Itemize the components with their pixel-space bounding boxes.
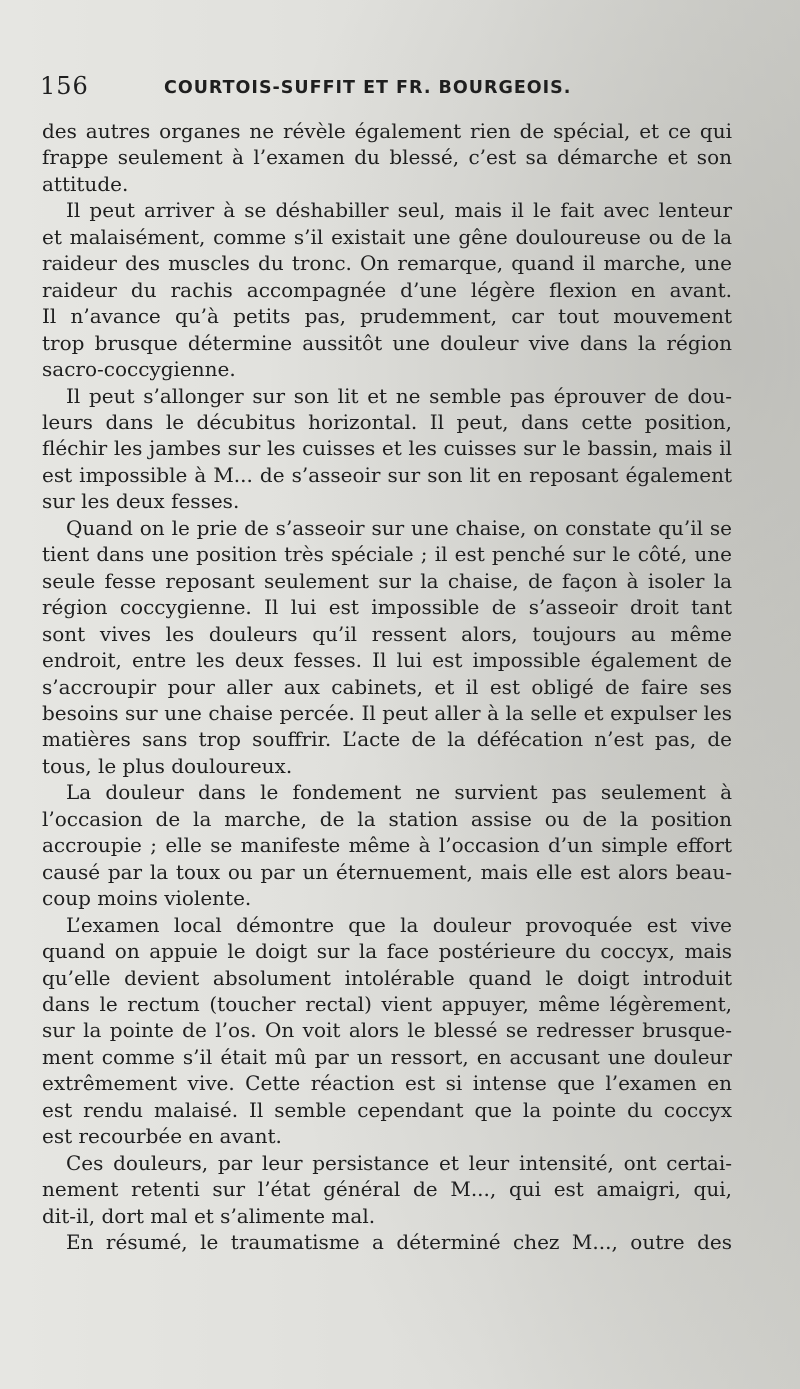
- text-line: causé par la toux ou par un éternuement, mais elle est alors beau-: [42, 859, 732, 884]
- text-line: coup moins violente.: [42, 886, 252, 911]
- text-line: est recourbée en avant.: [42, 1124, 282, 1149]
- text-line: ment comme s’il était mû par un ressort, en accusant une douleur: [42, 1044, 732, 1069]
- text-line: sur la pointe de l’os. On voit alors le blessé se redresser brusque-: [42, 1018, 732, 1043]
- text-line: raideur des muscles du tronc. On remarque, quand il marche, une: [42, 251, 732, 276]
- body-text: [42, 118, 732, 1255]
- text-line: est impossible à M... de s’asseoir sur son lit en reposant également: [42, 462, 732, 487]
- text-line: L’examen local démontre que la douleur provoquée est vive: [66, 912, 732, 937]
- text-line: seule fesse reposant seulement sur la chaise, de façon à isoler la: [42, 568, 732, 593]
- text-line: trop brusque détermine aussitôt une douleur vive dans la région: [42, 330, 732, 355]
- text-line: l’occasion de la marche, de la station assise ou de la position: [42, 806, 732, 831]
- text-line: dans le rectum (toucher rectal) vient appuyer, même légèrement,: [42, 991, 732, 1016]
- running-head: COURTOIS-SUFFIT ET FR. BOURGEOIS.: [164, 78, 572, 98]
- text-line: En résumé, le traumatisme a déterminé chez M..., outre des: [66, 1230, 732, 1255]
- text-line: attitude.: [42, 171, 129, 196]
- text-line: quand on appuie le doigt sur la face postérieure du coccyx, mais: [42, 939, 732, 964]
- text-line: sur les deux fesses.: [42, 489, 240, 514]
- text-line: sont vives les douleurs qu’il ressent alors, toujours au même: [42, 621, 732, 646]
- text-line: Ces douleurs, par leur persistance et leur intensité, ont certai-: [66, 1150, 732, 1175]
- text-line: besoins sur une chaise percée. Il peut aller à la selle et expulser les: [42, 700, 732, 725]
- text-line: qu’elle devient absolument intolérable quand le doigt introduit: [42, 965, 732, 990]
- text-line: extrêmement vive. Cette réaction est si intense que l’examen en: [42, 1071, 732, 1096]
- text-line: Quand on le prie de s’asseoir sur une chaise, on constate qu’il se: [66, 515, 732, 540]
- text-line: dit-il, dort mal et s’alimente mal.: [42, 1203, 376, 1228]
- text-line: s’accroupir pour aller aux cabinets, et il est obligé de faire ses: [42, 674, 732, 699]
- text-line: nement retenti sur l’état général de M..., qui est amaigri, qui,: [42, 1177, 732, 1202]
- text-line: tient dans une position très spéciale ; il est penché sur le côté, une: [42, 542, 732, 567]
- text-line: sacro-coccygienne.: [42, 357, 236, 382]
- text-line: raideur du rachis accompagnée d’une légère flexion en avant.: [42, 277, 732, 302]
- text-line: Il n’avance qu’à petits pas, prudemment, car tout mouvement: [42, 304, 732, 329]
- text-line: fléchir les jambes sur les cuisses et les cuisses sur le bassin, mais il: [42, 436, 732, 461]
- text-line: matières sans trop souffrir. L’acte de la défécation n’est pas, de: [42, 727, 732, 752]
- text-line: tous, le plus douloureux.: [42, 753, 293, 778]
- page-number: 156: [40, 72, 89, 100]
- text-line: est rendu malaisé. Il semble cependant que la pointe du coccyx: [42, 1097, 732, 1122]
- page-header: [40, 72, 760, 108]
- text-line: frappe seulement à l’examen du blessé, c’est sa démarche et son: [42, 145, 732, 170]
- text-line: des autres organes ne révèle également rien de spécial, et ce qui: [42, 119, 732, 143]
- text-line: accroupie ; elle se manifeste même à l’occasion d’un simple effort: [42, 833, 732, 858]
- text-line: région coccygienne. Il lui est impossible de s’asseoir droit tant: [42, 595, 732, 620]
- text-line: Il peut arriver à se déshabiller seul, mais il le fait avec lenteur: [66, 198, 732, 223]
- text-line: et malaisément, comme s’il existait une gêne douloureuse ou de la: [42, 224, 732, 249]
- text-line: Il peut s’allonger sur son lit et ne semble pas éprouver de dou-: [66, 383, 732, 408]
- text-line: endroit, entre les deux fesses. Il lui est impossible également de: [42, 648, 732, 673]
- text-line: La douleur dans le fondement ne survient pas seulement à: [66, 780, 732, 805]
- text-line: leurs dans le décubitus horizontal. Il peut, dans cette position,: [42, 409, 732, 434]
